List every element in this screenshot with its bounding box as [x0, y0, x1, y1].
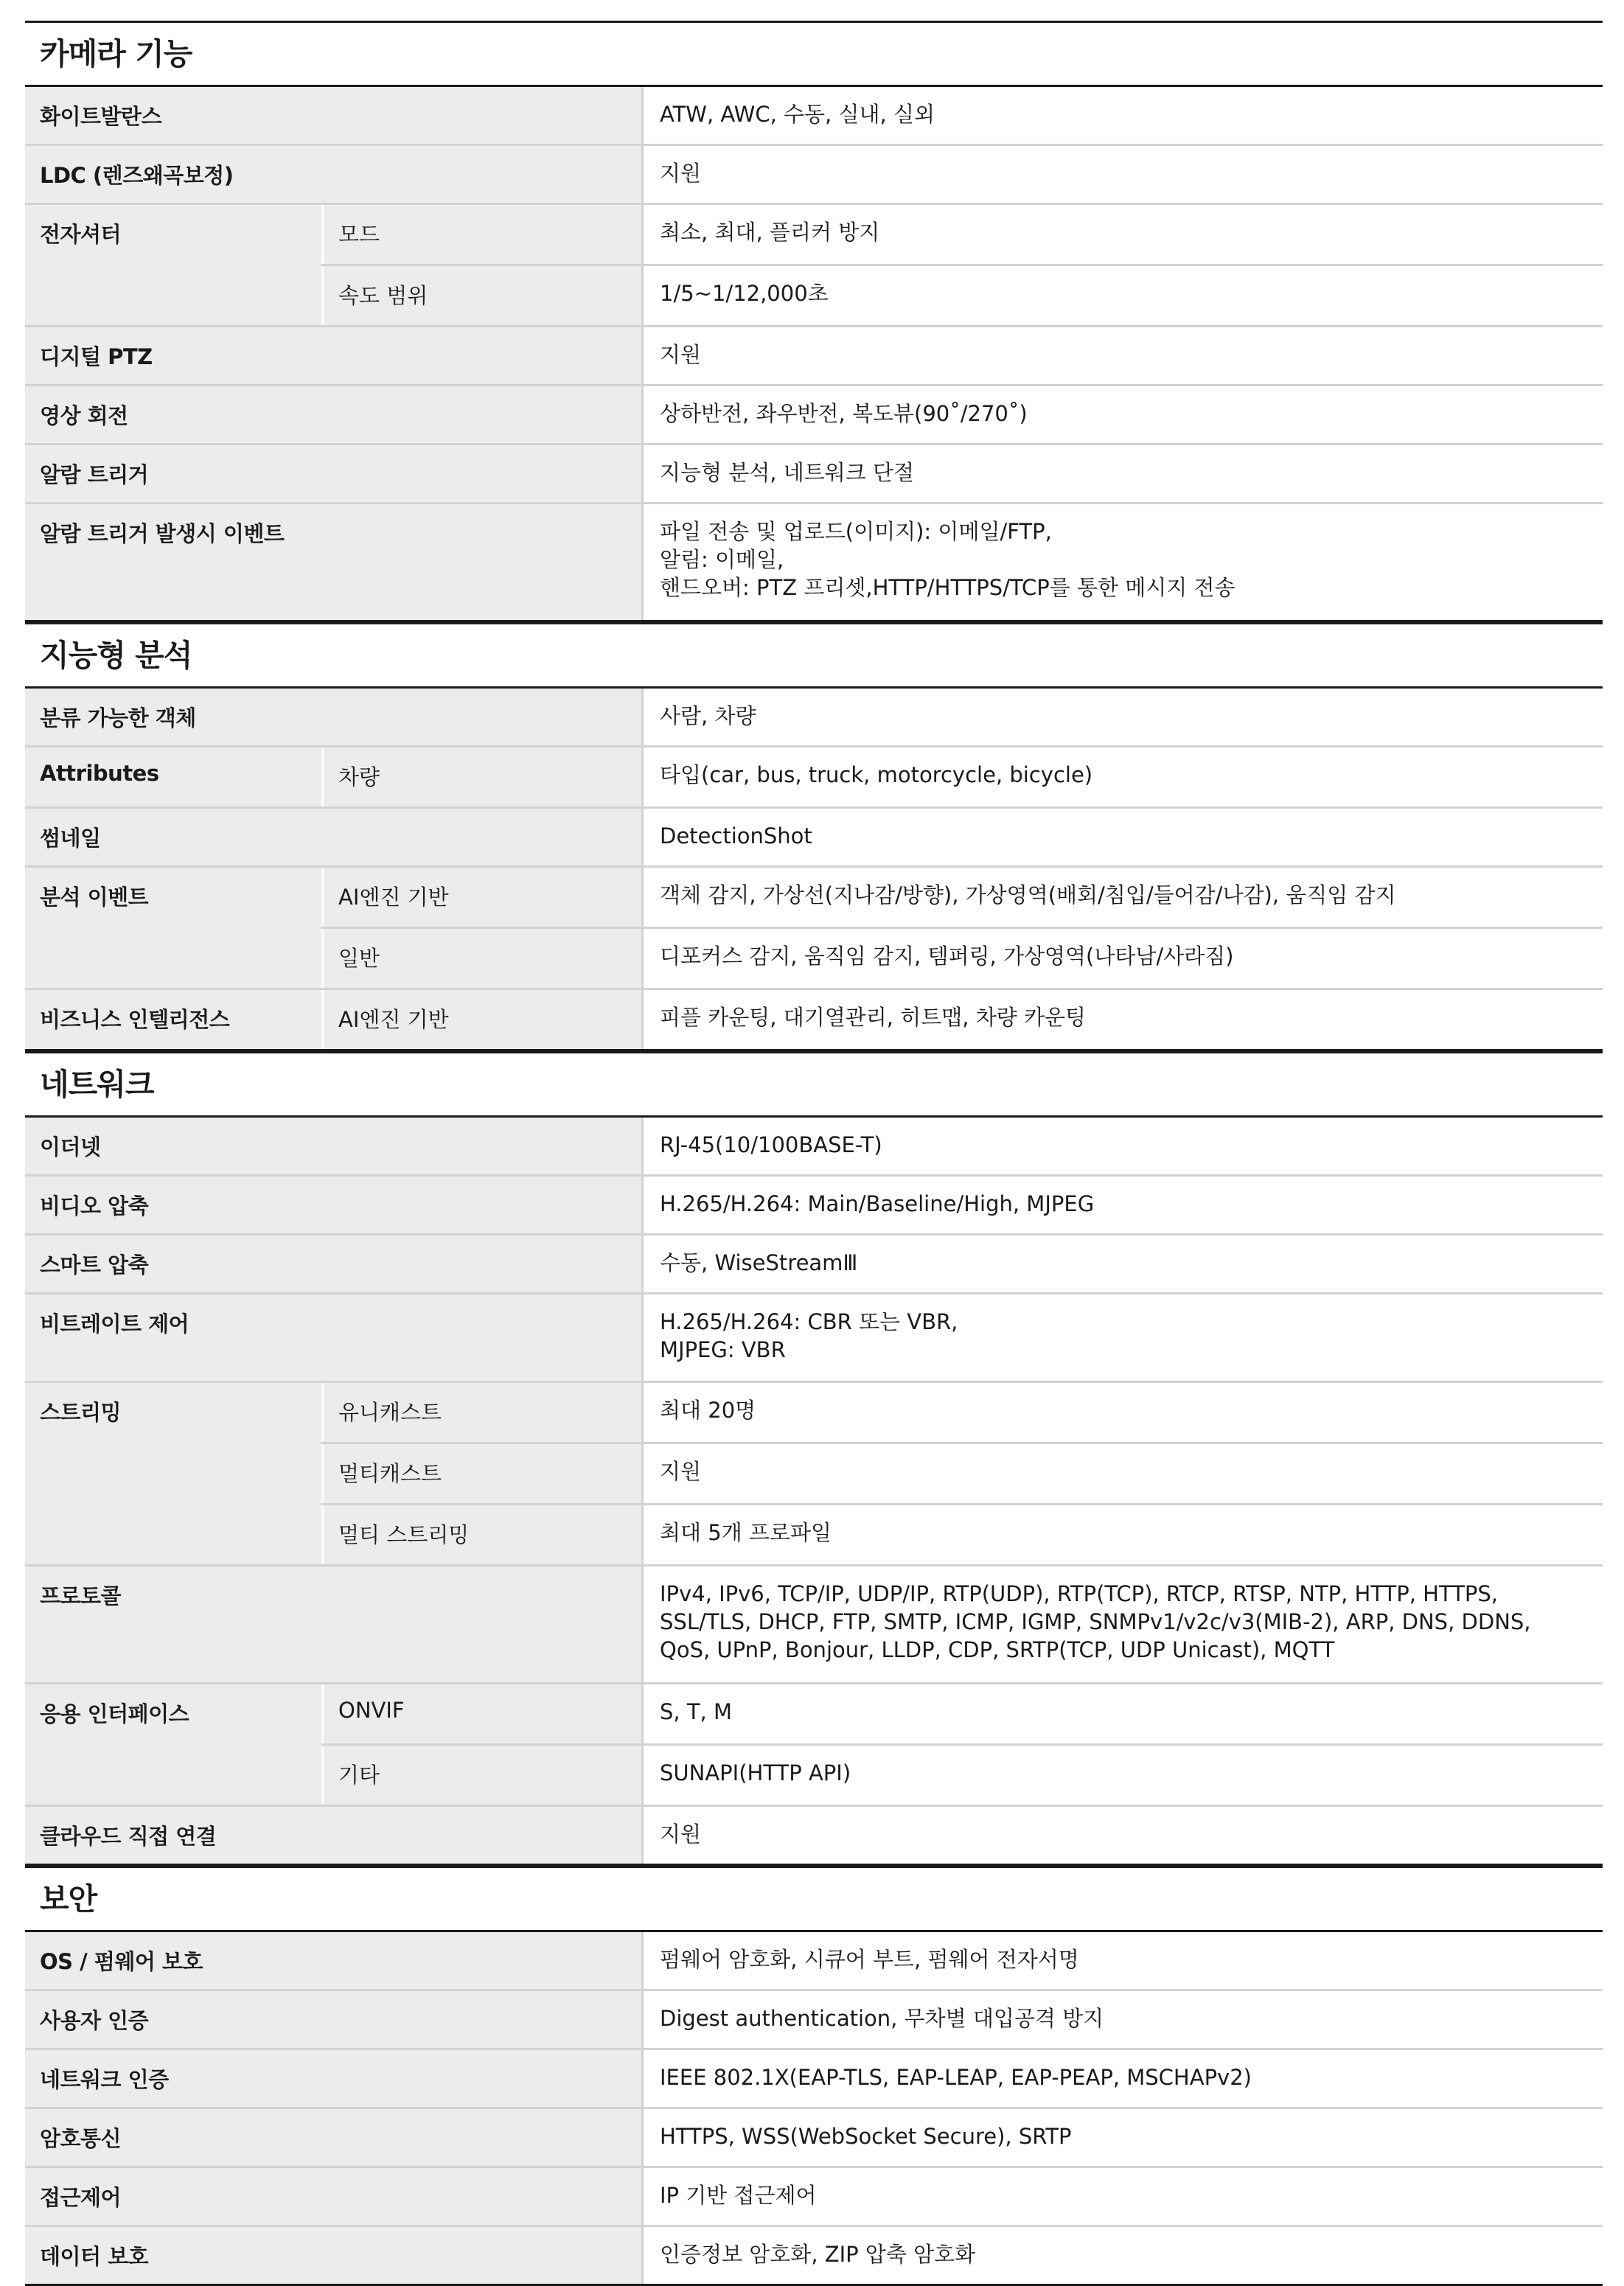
spec-row — [25, 2168, 1603, 2227]
spec-sheet — [25, 21, 1603, 2286]
spec-value: 지능형 분석, 네트워크 단절 — [641, 445, 1603, 502]
spec-label: 접근제어 — [25, 2168, 641, 2225]
spec-row — [25, 809, 1603, 868]
spec-sub-row — [321, 1442, 1603, 1503]
spec-sub-rows — [321, 990, 1603, 1049]
spec-sub-label: AI엔진 기반 — [321, 868, 641, 927]
spec-row — [25, 2227, 1603, 2286]
spec-group — [25, 1684, 1603, 1807]
spec-value: 지원 — [641, 327, 1603, 384]
spec-row — [25, 1118, 1603, 1177]
spec-sub-row — [321, 1503, 1603, 1564]
spec-label: 화이트발란스 — [25, 87, 641, 144]
spec-label: LDC (렌즈왜곡보정) — [25, 146, 641, 203]
spec-value: H.265/H.264: CBR 또는 VBR, MJPEG: VBR — [641, 1294, 1603, 1381]
spec-value: 타입(car, bus, truck, motorcycle, bicycle) — [641, 748, 1603, 806]
spec-label: 알람 트리거 발생시 이벤트 — [25, 504, 641, 620]
spec-label: 비디오 압축 — [25, 1177, 641, 1233]
spec-section — [25, 622, 1603, 1051]
spec-sub-label: AI엔진 기반 — [321, 990, 641, 1049]
spec-value: RJ-45(10/100BASE-T) — [641, 1118, 1603, 1174]
spec-row — [25, 1236, 1603, 1294]
spec-sub-row — [321, 205, 1603, 264]
spec-group — [25, 1383, 1603, 1567]
spec-sub-label: 속도 범위 — [321, 266, 641, 325]
spec-sub-label: 기타 — [321, 1746, 641, 1805]
spec-sub-label: 유니캐스트 — [321, 1383, 641, 1442]
spec-sub-row — [321, 927, 1603, 988]
spec-value: 피플 카운팅, 대기열관리, 히트맵, 차량 카운팅 — [641, 990, 1603, 1049]
spec-label: Attributes — [25, 748, 321, 806]
spec-label: 썸네일 — [25, 809, 641, 865]
spec-value: 펌웨어 암호화, 시큐어 부트, 펌웨어 전자서명 — [641, 1932, 1603, 1989]
spec-row — [25, 504, 1603, 622]
spec-sub-row — [321, 990, 1603, 1049]
spec-label: 디지털 PTZ — [25, 327, 641, 384]
spec-value: 인증정보 암호화, ZIP 압축 암호화 — [641, 2227, 1603, 2284]
spec-sub-row — [321, 748, 1603, 806]
spec-sub-row — [321, 1743, 1603, 1805]
spec-row — [25, 327, 1603, 386]
spec-row — [25, 87, 1603, 146]
spec-label: 비트레이트 제어 — [25, 1294, 641, 1381]
spec-row — [25, 2109, 1603, 2168]
spec-value: 디포커스 감지, 움직임 감지, 템퍼링, 가상영역(나타남/사라짐) — [641, 929, 1603, 988]
spec-row — [25, 1294, 1603, 1383]
spec-label: 전자셔터 — [25, 205, 321, 325]
spec-label: 클라우드 직접 연결 — [25, 1807, 641, 1864]
spec-value: 1/5~1/12,000초 — [641, 266, 1603, 325]
spec-sub-row — [321, 264, 1603, 325]
spec-section — [25, 21, 1603, 622]
spec-value: DetectionShot — [641, 809, 1603, 865]
spec-row — [25, 1991, 1603, 2050]
spec-sub-row — [321, 868, 1603, 927]
spec-label: 네트워크 인증 — [25, 2050, 641, 2107]
spec-group — [25, 990, 1603, 1051]
spec-row — [25, 1567, 1603, 1684]
spec-sub-row — [321, 1383, 1603, 1442]
spec-label: 사용자 인증 — [25, 1991, 641, 2048]
spec-value: SUNAPI(HTTP API) — [641, 1746, 1603, 1805]
spec-value: 사람, 차량 — [641, 689, 1603, 745]
spec-section — [25, 1866, 1603, 2286]
section-title: 지능형 분석 — [25, 622, 1603, 689]
spec-label: 스마트 압축 — [25, 1236, 641, 1292]
spec-value: Digest authentication, 무차별 대입공격 방지 — [641, 1991, 1603, 2048]
spec-sub-label: 모드 — [321, 205, 641, 264]
spec-group — [25, 868, 1603, 990]
spec-value: 객체 감지, 가상선(지나감/방향), 가상영역(배회/침입/들어감/나감), 움직임 감지 — [641, 868, 1603, 927]
spec-row — [25, 1807, 1603, 1866]
spec-value: 파일 전송 및 업로드(이미지): 이메일/FTP, 알림: 이메일, 핸드오버: PTZ 프리셋,HTTP/HTTPS/TCP를 통한 메시지 전송 — [641, 504, 1603, 620]
spec-value: 수동, WiseStreamⅢ — [641, 1236, 1603, 1292]
section-title: 카메라 기능 — [25, 21, 1603, 87]
spec-group — [25, 205, 1603, 327]
spec-row — [25, 689, 1603, 748]
spec-sub-label: 멀티 스트리밍 — [321, 1505, 641, 1564]
spec-sub-rows — [321, 205, 1603, 325]
spec-label: 응용 인터페이스 — [25, 1684, 321, 1805]
spec-label: 비즈니스 인텔리전스 — [25, 990, 321, 1049]
spec-sub-label: 차량 — [321, 748, 641, 806]
spec-value: 최대 20명 — [641, 1383, 1603, 1442]
spec-value: 최소, 최대, 플리커 방지 — [641, 205, 1603, 264]
spec-row — [25, 386, 1603, 445]
spec-label: OS / 펌웨어 보호 — [25, 1932, 641, 1989]
spec-section — [25, 1051, 1603, 1866]
spec-value: 최대 5개 프로파일 — [641, 1505, 1603, 1564]
spec-group — [25, 748, 1603, 809]
spec-value: IP 기반 접근제어 — [641, 2168, 1603, 2225]
spec-sub-row — [321, 1684, 1603, 1743]
section-title: 네트워크 — [25, 1051, 1603, 1118]
spec-label: 이더넷 — [25, 1118, 641, 1174]
spec-label: 분류 가능한 객체 — [25, 689, 641, 745]
spec-value: 상하반전, 좌우반전, 복도뷰(90˚/270˚) — [641, 386, 1603, 443]
spec-row — [25, 1932, 1603, 1991]
spec-value: ATW, AWC, 수동, 실내, 실외 — [641, 87, 1603, 144]
spec-value: H.265/H.264: Main/Baseline/High, MJPEG — [641, 1177, 1603, 1233]
spec-sub-rows — [321, 1383, 1603, 1564]
spec-label: 데이터 보호 — [25, 2227, 641, 2284]
spec-label: 스트리밍 — [25, 1383, 321, 1564]
spec-sub-rows — [321, 1684, 1603, 1805]
spec-row — [25, 2050, 1603, 2109]
spec-value: HTTPS, WSS(WebSocket Secure), SRTP — [641, 2109, 1603, 2166]
spec-value: S, T, M — [641, 1684, 1603, 1743]
spec-sub-rows — [321, 748, 1603, 806]
spec-label: 영상 회전 — [25, 386, 641, 443]
section-title: 보안 — [25, 1866, 1603, 1932]
spec-row — [25, 1177, 1603, 1236]
spec-sub-label: ONVIF — [321, 1684, 641, 1743]
spec-value: IPv4, IPv6, TCP/IP, UDP/IP, RTP(UDP), RTP(TCP), RTCP, RTSP, NTP, HTTP, HTTPS, SSL/TLS, DHCP, FTP, SMTP, ICMP, IGMP, SNMPv1/v2c/v3(MIB-2), ARP, DNS, DDNS, QoS, UPnP, Bonjour, LLDP, CDP, SRTP(TCP, UDP Unicast), MQTT — [641, 1567, 1603, 1682]
spec-value: 지원 — [641, 1444, 1603, 1503]
spec-label: 분석 이벤트 — [25, 868, 321, 988]
spec-row — [25, 146, 1603, 205]
spec-value: 지원 — [641, 1807, 1603, 1864]
spec-row — [25, 445, 1603, 504]
spec-label: 알람 트리거 — [25, 445, 641, 502]
spec-value: IEEE 802.1X(EAP-TLS, EAP-LEAP, EAP-PEAP, MSCHAPv2) — [641, 2050, 1603, 2107]
spec-label: 암호통신 — [25, 2109, 641, 2166]
spec-sub-rows — [321, 868, 1603, 988]
spec-sub-label: 멀티캐스트 — [321, 1444, 641, 1503]
spec-value: 지원 — [641, 146, 1603, 203]
spec-sub-label: 일반 — [321, 929, 641, 988]
spec-label: 프로토콜 — [25, 1567, 641, 1682]
